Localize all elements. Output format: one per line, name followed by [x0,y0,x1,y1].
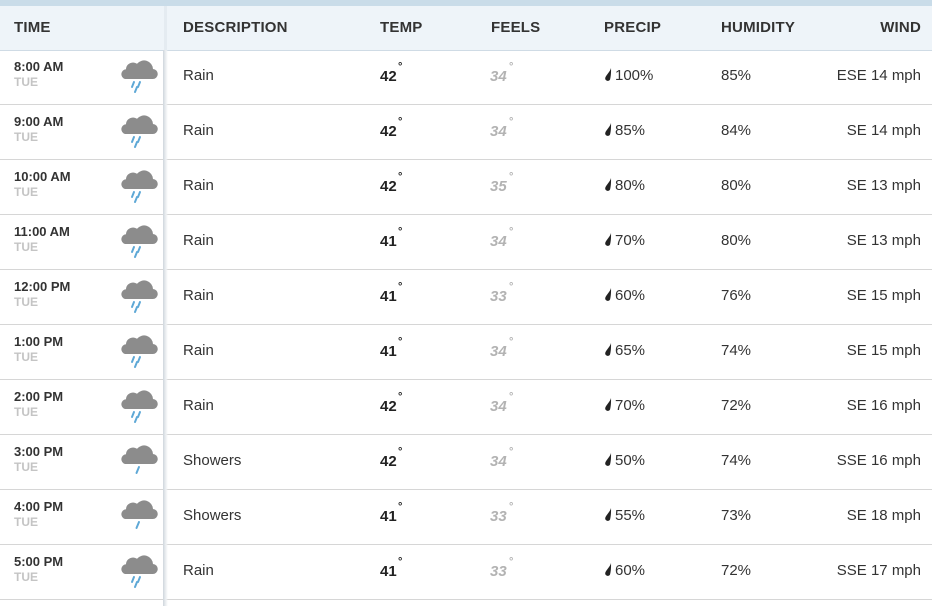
row-time: 12:00 PM [14,279,71,294]
raindrop-icon [604,452,615,469]
degree-symbol: ° [398,281,403,293]
raindrop-icon [604,562,615,579]
row-feels-value: 34 [490,233,507,250]
row-description: Showers [183,507,242,524]
row-temp-value: 42 [380,453,397,470]
row-temp [380,171,403,195]
rain-cloud-icon [118,385,158,423]
row-feels-value: 34 [490,453,507,470]
row-time: 11:00 AM [14,224,70,239]
rain-cloud-icon [118,110,158,148]
row-wind: SE 15 mph [846,342,921,359]
table-row [0,160,932,215]
row-time: 8:00 AM [14,59,64,74]
raindrop-icon [604,67,615,84]
row-wind: SE 13 mph [846,177,921,194]
rain-cloud-icon [118,550,158,588]
row-precip [604,232,645,249]
degree-symbol: ° [398,501,403,513]
row-feels-value: 33 [490,563,507,580]
row-temp [380,336,403,360]
row-precip-value: 85% [615,122,646,139]
row-temp-value: 41 [380,288,397,305]
row-temp [380,281,403,305]
row-humidity: 72% [721,562,752,579]
degree-symbol: ° [509,171,514,183]
row-day: TUE [14,570,38,584]
header-description: DESCRIPTION [183,19,288,36]
row-precip [604,287,645,304]
degree-symbol: ° [509,556,514,568]
row-feels [490,556,514,580]
row-precip-value: 80% [615,177,646,194]
row-time: 5:00 PM [14,554,64,569]
row-precip-value: 50% [615,452,646,469]
row-temp-value: 41 [380,233,397,250]
row-day: TUE [14,295,38,309]
row-wind: ESE 14 mph [836,67,921,84]
raindrop-icon [604,342,615,359]
table-row [0,50,932,105]
row-description: Showers [183,452,242,469]
row-description: Rain [183,342,214,359]
row-feels-value: 34 [490,343,507,360]
table-row [0,545,932,600]
row-feels-value: 33 [490,288,507,305]
header-time: TIME [14,19,51,36]
row-temp-value: 42 [380,68,397,85]
table-row [0,270,932,325]
row-humidity: 72% [721,397,752,414]
row-humidity: 80% [721,177,752,194]
header-wind: WIND [880,19,921,36]
rain-cloud-icon [118,220,158,258]
row-humidity: 74% [721,342,752,359]
degree-symbol: ° [509,116,514,128]
row-time: 2:00 PM [14,389,64,404]
row-precip [604,397,645,414]
row-precip-value: 70% [615,397,646,414]
degree-symbol: ° [398,116,403,128]
row-precip [604,342,645,359]
degree-symbol: ° [398,446,403,458]
raindrop-icon [604,287,615,304]
row-description: Rain [183,397,214,414]
rain-cloud-icon [118,275,158,313]
row-wind: SSE 17 mph [836,562,921,579]
degree-symbol: ° [509,336,514,348]
table-row [0,380,932,435]
row-day: TUE [14,350,38,364]
degree-symbol: ° [509,281,514,293]
row-humidity: 76% [721,287,752,304]
degree-symbol: ° [398,171,403,183]
row-description: Rain [183,177,214,194]
row-precip-value: 60% [615,562,646,579]
table-row [0,435,932,490]
raindrop-icon [604,177,615,194]
row-wind: SSE 16 mph [836,452,921,469]
row-day: TUE [14,515,38,529]
row-description: Rain [183,562,214,579]
row-temp [380,116,403,140]
table-row [0,490,932,545]
rain-cloud-icon [118,55,158,93]
header-divider [164,6,167,50]
row-temp-value: 42 [380,123,397,140]
row-temp [380,446,403,470]
row-day: TUE [14,75,38,89]
row-feels [490,336,514,360]
raindrop-icon [604,122,615,139]
row-day: TUE [14,185,38,199]
table-row [0,325,932,380]
rain-cloud-icon [118,165,158,203]
row-time: 3:00 PM [14,444,64,459]
table-row [0,105,932,160]
row-temp-value: 41 [380,563,397,580]
row-humidity: 73% [721,507,752,524]
row-feels [490,116,514,140]
row-day: TUE [14,130,38,144]
row-feels-value: 33 [490,508,507,525]
row-feels [490,171,514,195]
showers-cloud-icon [118,495,158,533]
row-time: 1:00 PM [14,334,64,349]
row-feels [490,226,514,250]
row-temp-value: 41 [380,343,397,360]
degree-symbol: ° [398,391,403,403]
row-wind: SE 13 mph [846,232,921,249]
row-humidity: 85% [721,67,752,84]
row-description: Rain [183,122,214,139]
degree-symbol: ° [509,226,514,238]
row-time: 10:00 AM [14,169,71,184]
row-precip-value: 100% [615,67,654,84]
row-humidity: 74% [721,452,752,469]
row-precip-value: 70% [615,232,646,249]
row-temp-value: 42 [380,398,397,415]
row-time: 9:00 AM [14,114,64,129]
row-feels-value: 34 [490,123,507,140]
row-precip-value: 60% [615,287,646,304]
row-time: 4:00 PM [14,499,64,514]
degree-symbol: ° [509,61,514,73]
degree-symbol: ° [509,501,514,513]
raindrop-icon [604,507,615,524]
row-precip [604,562,645,579]
row-feels-value: 34 [490,68,507,85]
degree-symbol: ° [398,556,403,568]
row-feels-value: 34 [490,398,507,415]
row-temp [380,61,403,85]
table-row [0,215,932,270]
row-feels [490,281,514,305]
header-feels: FEELS [491,19,541,36]
row-feels-value: 35 [490,178,507,195]
degree-symbol: ° [398,336,403,348]
row-wind: SE 18 mph [846,507,921,524]
row-precip [604,452,645,469]
row-day: TUE [14,405,38,419]
row-temp [380,226,403,250]
table-header [0,6,932,51]
row-humidity: 80% [721,232,752,249]
header-temp: TEMP [380,19,423,36]
row-feels [490,501,514,525]
row-description: Rain [183,232,214,249]
row-day: TUE [14,460,38,474]
row-wind: SE 14 mph [846,122,921,139]
row-description: Rain [183,67,214,84]
row-feels [490,61,514,85]
row-description: Rain [183,287,214,304]
header-humidity: HUMIDITY [721,19,796,36]
degree-symbol: ° [398,61,403,73]
row-precip [604,177,645,194]
row-precip [604,122,645,139]
degree-symbol: ° [509,446,514,458]
row-temp-value: 42 [380,178,397,195]
header-precip: PRECIP [604,19,662,36]
row-temp-value: 41 [380,508,397,525]
row-feels [490,391,514,415]
column-divider-shadow [163,50,168,606]
row-temp [380,501,403,525]
row-precip-value: 65% [615,342,646,359]
row-humidity: 84% [721,122,752,139]
raindrop-icon [604,232,615,249]
row-temp [380,391,403,415]
degree-symbol: ° [398,226,403,238]
row-temp [380,556,403,580]
rain-cloud-icon [118,330,158,368]
row-feels [490,446,514,470]
row-wind: SE 16 mph [846,397,921,414]
row-precip [604,507,645,524]
showers-cloud-icon [118,440,158,478]
raindrop-icon [604,397,615,414]
degree-symbol: ° [509,391,514,403]
row-day: TUE [14,240,38,254]
row-precip-value: 55% [615,507,646,524]
row-wind: SE 15 mph [846,287,921,304]
row-precip [604,67,653,84]
